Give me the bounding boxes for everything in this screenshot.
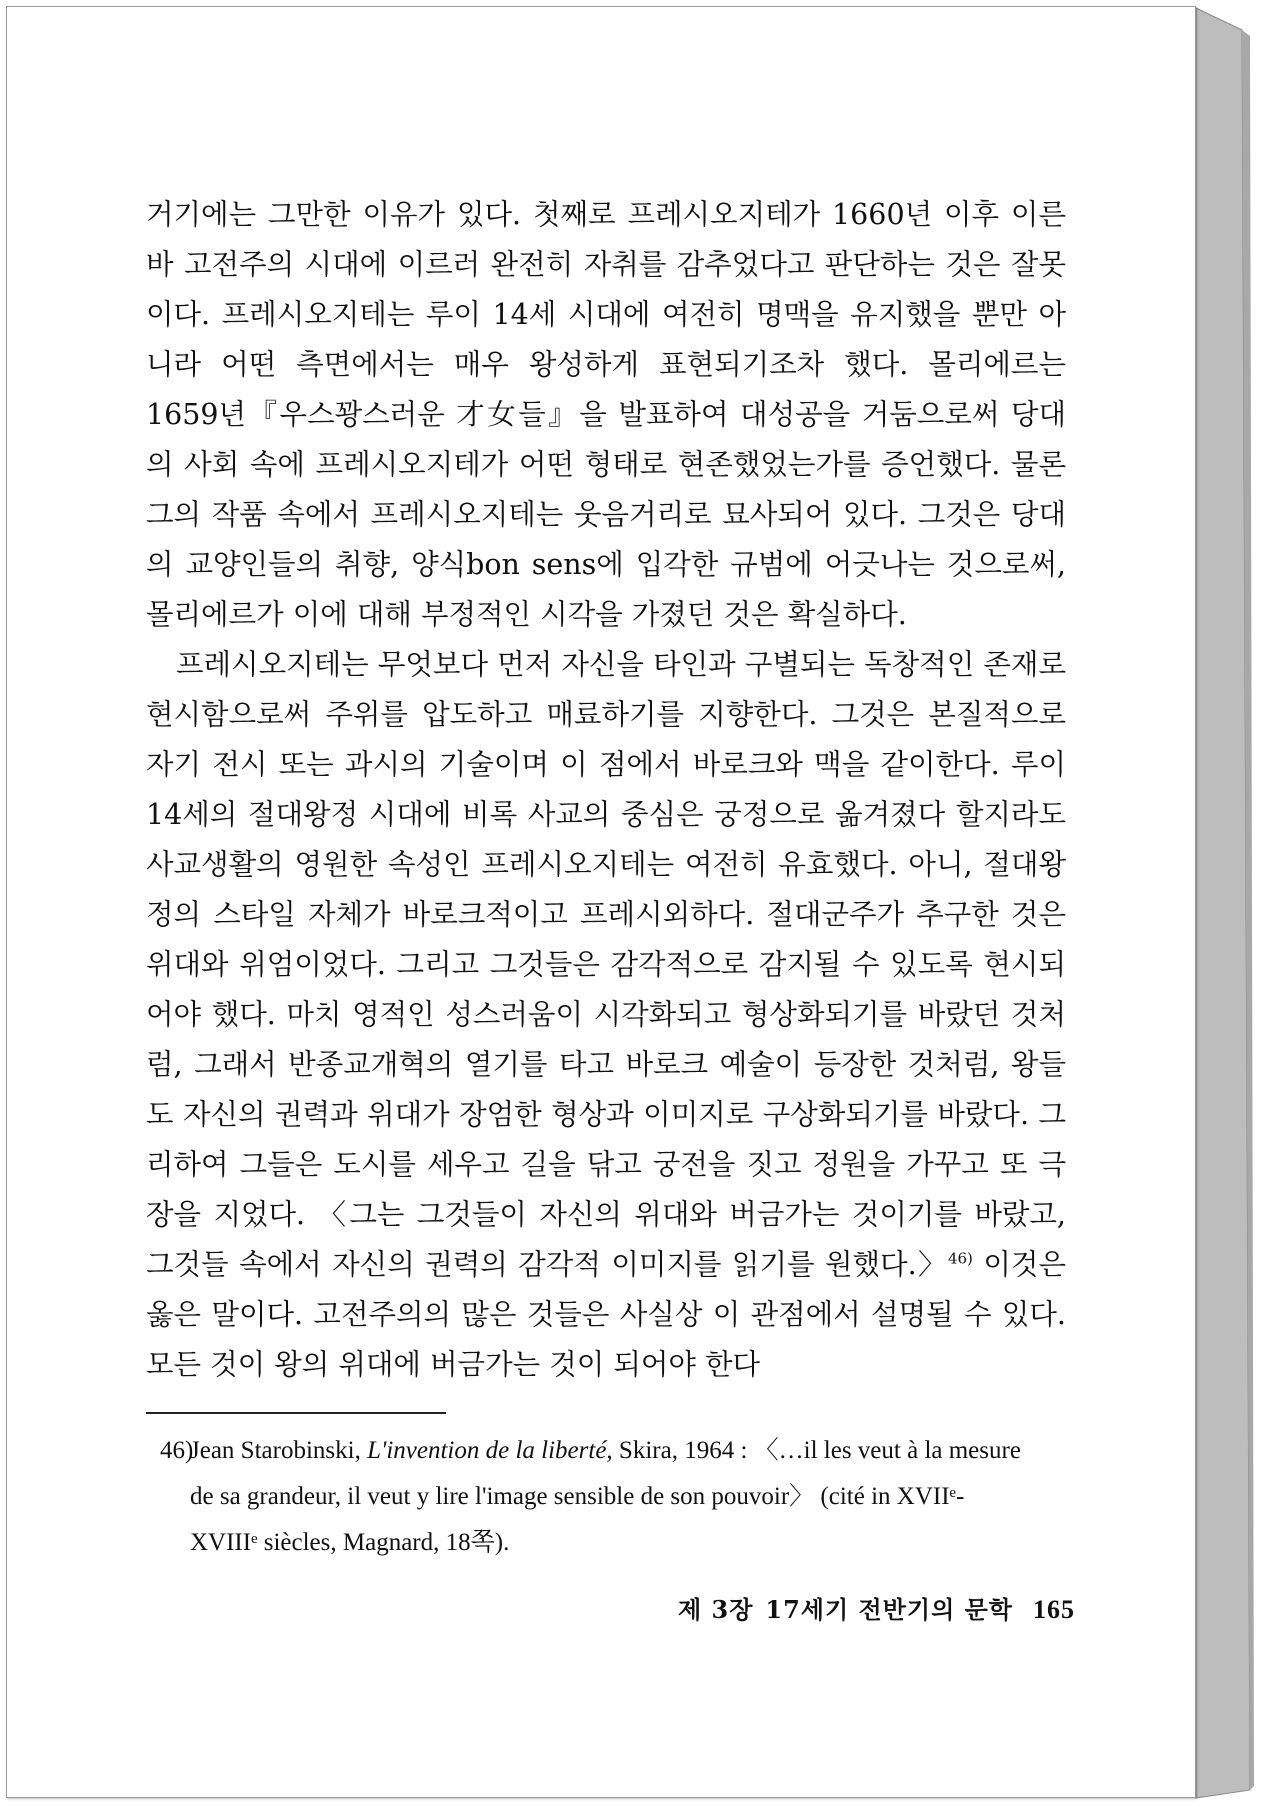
running-foot-title: 17세기 전반기의 문학 bbox=[765, 1595, 1013, 1624]
paragraph-1: 거기에는 그만한 이유가 있다. 첫째로 프레시오지테가 1660년 이후 이른바 고전주의 시대에 이르러 완전히 자취를 감추었다고 판단하는 것은 잘못이다. 프레시오지테는 루이 14세 시대에 여전히 명맥을 유지했을 뿐만 아니라 어떤 측면에서는 매우 왕성하게 표현되기조차 했다. 몰리에르는 1659년『우스꽝스러운 才女들』을 발표하여 대성공을 거둠으로써 당대의 사회 속에 프레시오지테가 어떤 형태로 현존했었는가를 증언했다. 물론 그의 작품 속에서 프레시오지테는 웃음거리로 묘사되어 있다. 그것은 당대의 교양인들의 취향, 양식bon sens에 입각한 규범에 어긋나는 것으로써, 몰리에르가 이에 대해 부정적인 시각을 가졌던 것은 확실하다. bbox=[146, 198, 1066, 631]
footnote-reference: 46) bbox=[947, 1249, 973, 1268]
footnote bbox=[160, 1428, 1050, 1566]
footnote-line-3: XVIIIᵉ siècles, Magnard, 18쪽). bbox=[190, 1529, 510, 1556]
page-number: 165 bbox=[1033, 1595, 1075, 1624]
running-foot bbox=[666, 1590, 1075, 1625]
footnote-line-2: de sa grandeur, il veut y lire l'image sensible de son pouvoir〉 (cité in XVIIᵉ- bbox=[190, 1483, 965, 1510]
paragraph-2-tail: 이것은 옳은 말이다. 고전주의의 많은 것들은 사실상 이 관점에서 설명될 수 있다. 모든 것이 왕의 위대에 버금가는 것이 되어야 한다 bbox=[146, 1248, 1066, 1381]
paragraph-2-text: 프레시오지테는 무엇보다 먼저 자신을 타인과 구별되는 독창적인 존재로 현시함으로써 주위를 압도하고 매료하기를 지향한다. 그것은 본질적으로 자기 전시 또는 과시의 기술이며 이 점에서 바로크와 맥을 같이한다. 루이 14세의 절대왕정 시대에 비록 사교의 중심은 궁정으로 옮겨졌다 할지라도 사교생활의 영원한 속성인 프레시오지테는 여전히 유효했다. 아니, 절대왕정의 스타일 자체가 바로크적이고 프레시외하다. 절대군주가 추구한 것은 위대와 위엄이었다. 그리고 그것들은 감각적으로 감지될 수 있도록 현시되어야 했다. 마치 영적인 성스러움이 시각화되고 형상화되기를 바랐던 것처럼, 그래서 반종교개혁의 열기를 타고 바로크 예술이 등장한 것처럼, 왕들도 자신의 권력과 위대가 장엄한 형상과 이미지로 구상화되기를 바랐다. 그리하여 그들은 도시를 세우고 길을 닦고 궁전을 짓고 정원을 가꾸고 또 극장을 지었다. 〈그는 그것들이 자신의 위대와 버금가는 것이기를 바랐고, 그것들 속에서 자신의 권력의 감각적 이미지를 읽기를 원했다.〉 bbox=[146, 648, 1066, 1281]
footnote-rule bbox=[146, 1412, 446, 1414]
footnote-title: L'invention de la liberté, bbox=[367, 1437, 613, 1464]
footnote-line-1 bbox=[160, 1428, 1050, 1474]
footnote-line-1-rest: Skira, 1964 : 〈…il les veut à la mesure bbox=[612, 1437, 1021, 1464]
running-foot-chapter: 제 3장 bbox=[677, 1595, 754, 1624]
footnote-number: 46) bbox=[160, 1437, 194, 1464]
paragraph-2 bbox=[146, 640, 1066, 1390]
footnote-author: Jean Starobinski, bbox=[190, 1437, 368, 1464]
body-text bbox=[146, 190, 1066, 1390]
